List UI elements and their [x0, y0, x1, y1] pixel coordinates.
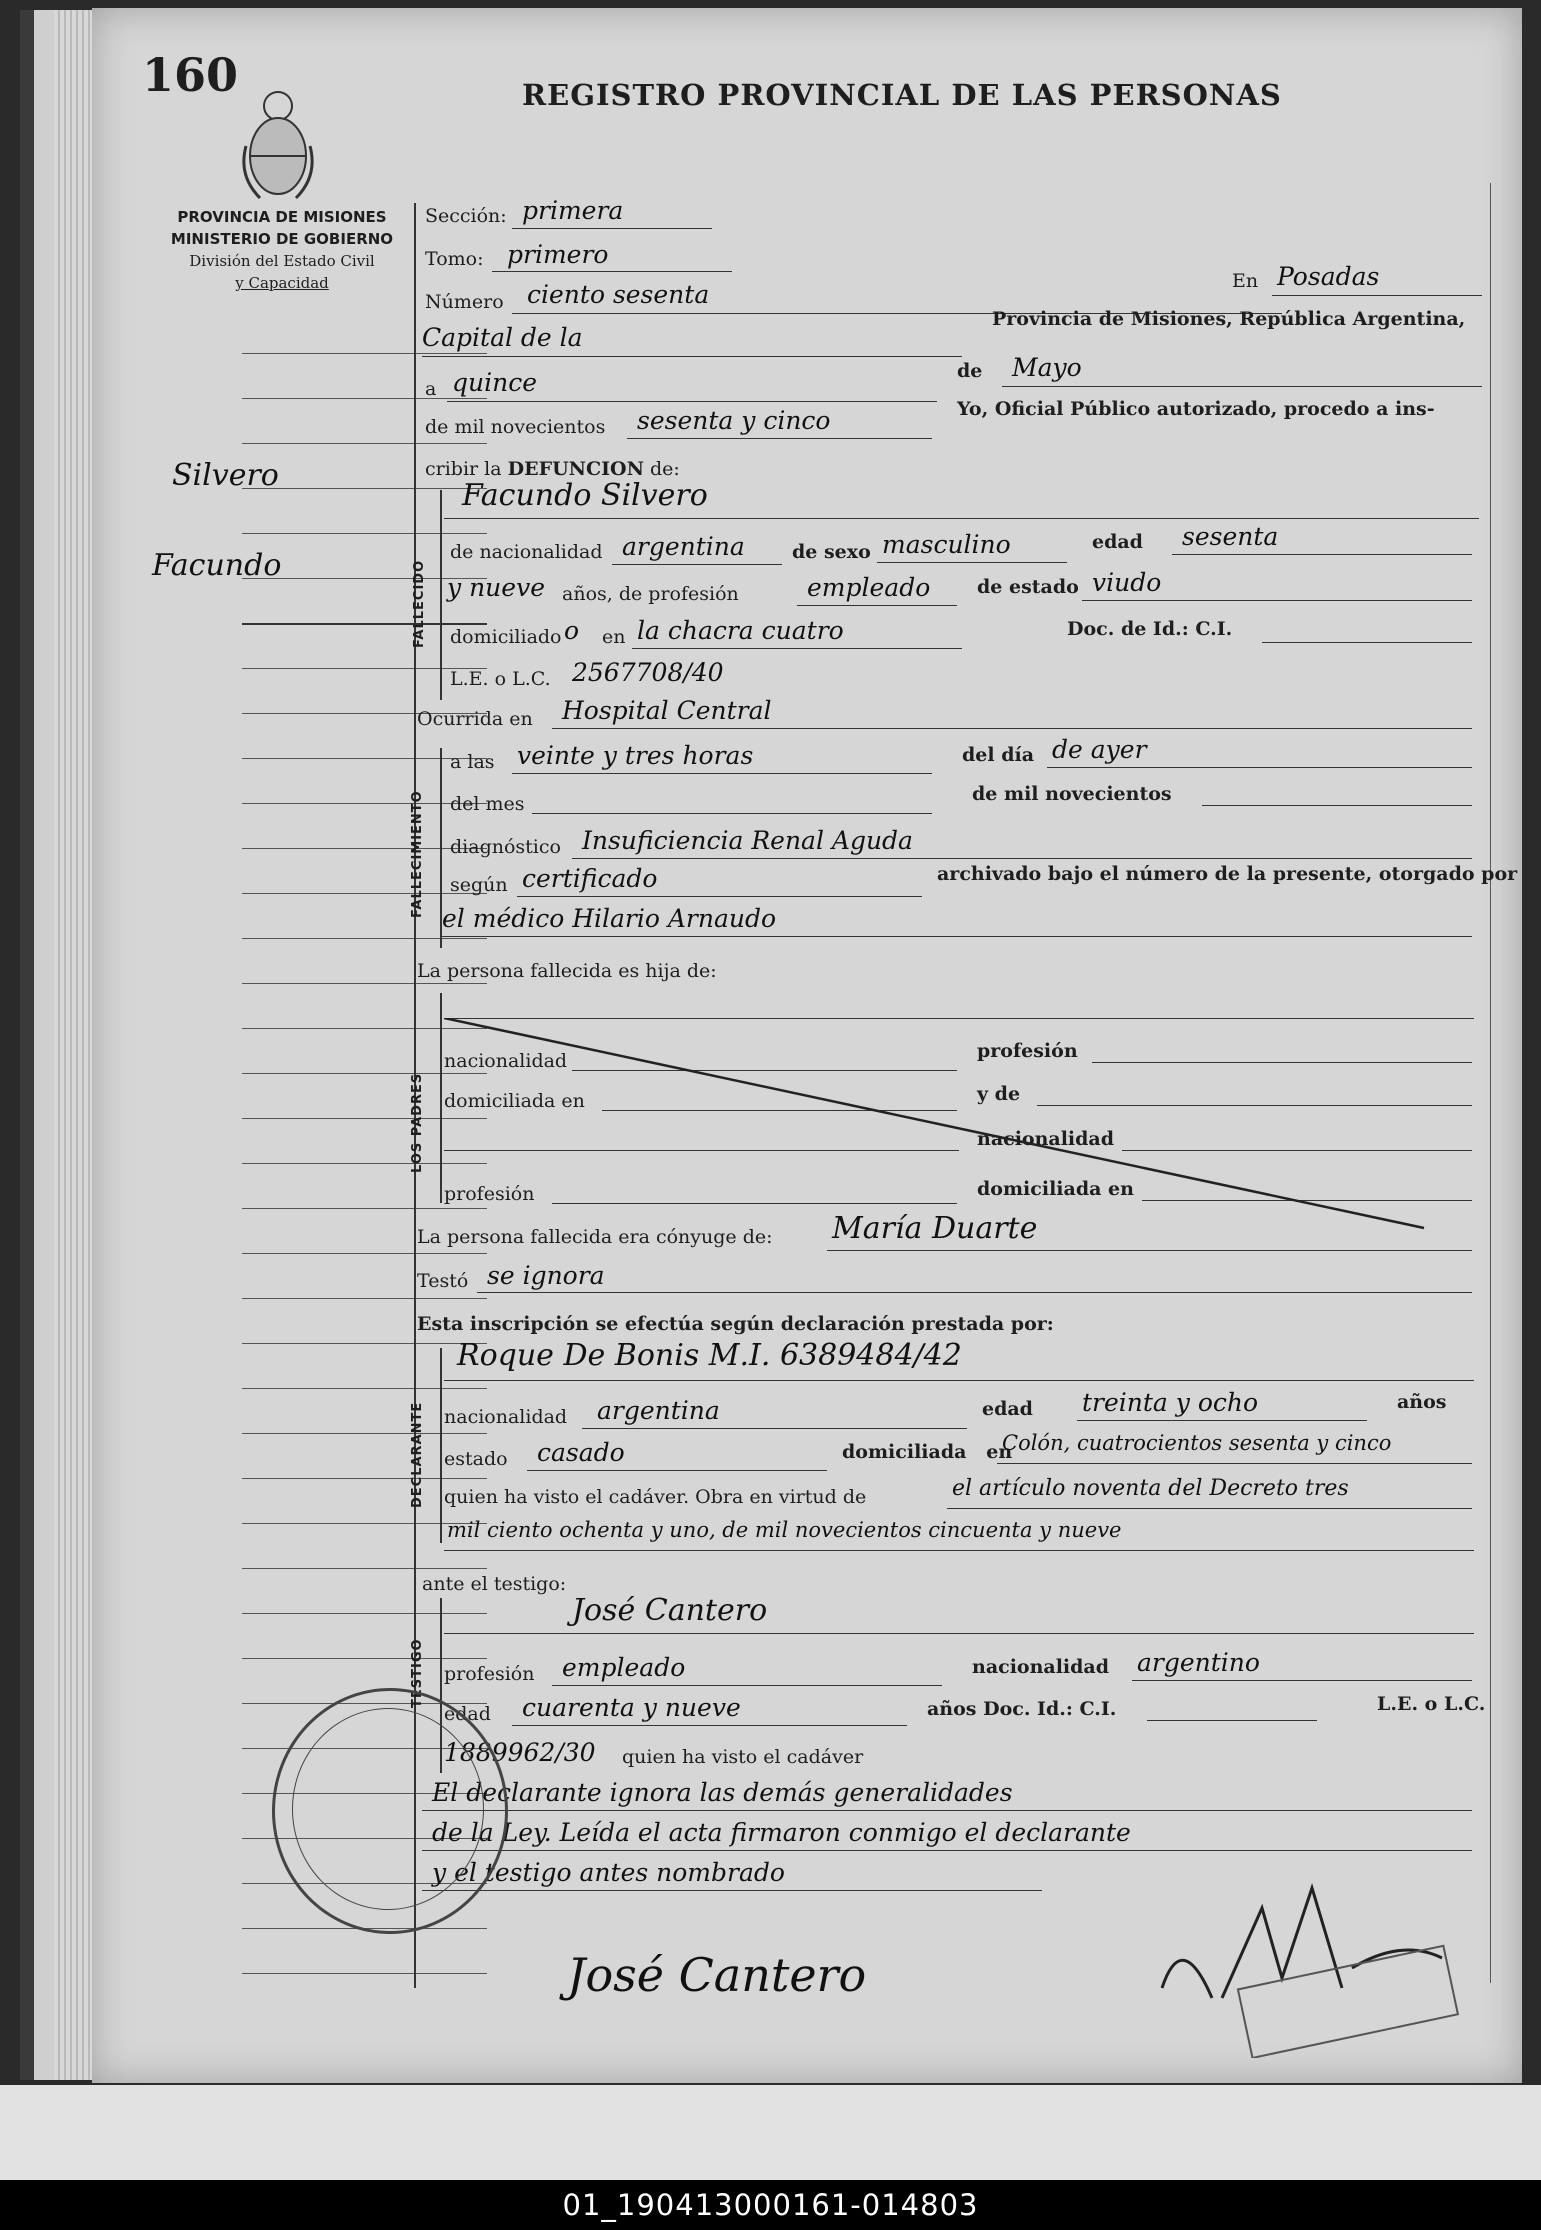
fallecido-side-label: FALLECIDO: [412, 559, 427, 648]
cribir-label: cribir la DEFUNCION de:: [425, 458, 680, 480]
page-number: 160: [142, 48, 239, 102]
domicilio-label: domiciliado: [450, 626, 562, 648]
nacionalidad-label: de nacionalidad: [450, 541, 603, 563]
mes-value: Mayo: [1012, 353, 1082, 382]
archivado-label: archivado bajo el número de la presente, otorgado por: [937, 863, 1518, 885]
edad-value: sesenta: [1182, 522, 1279, 551]
testigo-side-label: TESTIGO: [410, 1638, 425, 1708]
ministry-line: MINISTERIO DE GOBIERNO: [170, 230, 394, 248]
main-right-border: [1490, 183, 1491, 1983]
madre-nacionalidad-label: nacionalidad: [977, 1128, 1115, 1150]
medico-value: el médico Hilario Arnaudo: [442, 904, 777, 933]
nacionalidad-value: argentina: [622, 532, 745, 561]
decl-domicilio-value: Colón, cuatrocientos sesenta y cinco: [1002, 1431, 1392, 1455]
yo-oficial-label: Yo, Oficial Público autorizado, procedo a ins-: [957, 398, 1435, 420]
ocurrida-value: Hospital Central: [562, 696, 772, 725]
declarante-name: Roque De Bonis M.I. 6389484/42: [457, 1338, 962, 1373]
en-domicilio-label: en: [602, 626, 626, 648]
observacion-1: El declarante ignora las demás generalidades: [432, 1778, 1013, 1807]
testo-label: Testó: [417, 1270, 469, 1292]
hija-de-label: La persona fallecida es hija de:: [417, 960, 717, 982]
de-label: de: [957, 360, 983, 382]
testigo-name: José Cantero: [572, 1593, 768, 1628]
decl-edad-value: treinta y ocho: [1082, 1388, 1259, 1417]
tomo-value: primero: [507, 240, 609, 269]
de-mil-label: de mil novecientos: [425, 416, 606, 438]
doc-id-label: Doc. de Id.: C.I.: [1067, 618, 1233, 640]
province-block: [157, 206, 407, 294]
sexo-label: de sexo: [792, 541, 871, 563]
segun-value: certificado: [522, 864, 658, 893]
sexo-value: masculino: [882, 530, 1011, 559]
padre-nacionalidad-label: nacionalidad: [444, 1050, 568, 1072]
division-line: División del Estado Civil: [189, 252, 375, 270]
domicilio-value: la chacra cuatro: [637, 616, 844, 645]
observacion-3: y el testigo antes nombrado: [432, 1858, 785, 1887]
a-las-label: a las: [450, 751, 495, 773]
coat-of-arms-icon: [240, 86, 316, 204]
decl-estado-label: estado: [444, 1448, 508, 1470]
profesion-value: empleado: [807, 573, 931, 602]
declarante-bracket: [440, 1348, 442, 1543]
numero-label: Número: [425, 291, 504, 313]
test-le-lc-label: L.E. o L.C.: [1377, 1693, 1486, 1715]
edad-label: edad: [1092, 531, 1143, 553]
dia-fallecimiento-value: de ayer: [1052, 735, 1147, 764]
edad-value-cont: y nueve: [447, 573, 545, 602]
capital-value: Capital de la: [422, 323, 583, 352]
dia-value: quince: [452, 368, 537, 397]
decl-estado-value: casado: [537, 1438, 625, 1467]
diagnostico-value: Insuficiencia Renal Aguda: [582, 826, 913, 855]
decl-nacionalidad-label: nacionalidad: [444, 1406, 568, 1428]
test-edad-label: edad: [444, 1703, 491, 1725]
en-value: Posadas: [1277, 262, 1380, 291]
anio-value: sesenta y cinco: [637, 406, 831, 435]
tomo-label: Tomo:: [425, 248, 484, 270]
ante-testigo-label: ante el testigo:: [422, 1573, 567, 1595]
conyuge-value: María Duarte: [832, 1211, 1038, 1246]
madre-profesion-label: profesión: [444, 1183, 535, 1205]
y-de-label: y de: [977, 1083, 1021, 1105]
conyuge-label: La persona fallecida era cónyuge de:: [417, 1226, 773, 1248]
ocurrida-label: Ocurrida en: [417, 708, 533, 730]
officer-signature-icon: [1142, 1848, 1462, 2058]
image-caption: 01_190413000161-014803: [0, 2180, 1541, 2230]
estado-label: de estado: [977, 576, 1079, 598]
padres-side-label: LOS PADRES: [410, 1072, 425, 1173]
testo-value: se ignora: [487, 1261, 605, 1290]
declarante-side-label: DECLARANTE: [410, 1401, 425, 1508]
margin-name: Facundo: [152, 548, 282, 583]
decl-anos-label: años: [1397, 1391, 1447, 1413]
madre-domicilio-label: domiciliada en: [977, 1178, 1134, 1200]
margin-surname: Silvero: [172, 458, 279, 493]
padre-profesion-label: profesión: [977, 1040, 1078, 1062]
test-edad-value: cuarenta y nueve: [522, 1693, 741, 1722]
province-line: PROVINCIA DE MISIONES: [177, 208, 387, 226]
test-profesion-value: empleado: [562, 1653, 686, 1682]
estado-value: viudo: [1092, 568, 1162, 597]
a-label: a: [425, 378, 437, 400]
obra-value-1: el artículo noventa del Decreto tres: [952, 1476, 1349, 1501]
quien-visto2-label: quien ha visto el cadáver: [622, 1746, 864, 1768]
hora-value: veinte y tres horas: [517, 741, 754, 770]
witness-signature: José Cantero: [567, 1948, 867, 2002]
observacion-2: de la Ley. Leída el acta firmaron conmigo el declarante: [432, 1818, 1131, 1847]
padre-domicilio-label: domiciliada en: [444, 1090, 585, 1112]
domicilio-o: o: [564, 616, 580, 645]
page-bottom-area: [0, 2085, 1541, 2180]
test-nacionalidad-label: nacionalidad: [972, 1656, 1110, 1678]
anos-profesion-label: años, de profesión: [562, 583, 739, 605]
de-mil-nov-label: de mil novecientos: [972, 783, 1172, 805]
register-title: REGISTRO PROVINCIAL DE LAS PERSONAS: [522, 78, 1282, 112]
en-label: En: [1232, 270, 1259, 292]
deceased-name: Facundo Silvero: [462, 478, 708, 513]
test-nacionalidad-value: argentino: [1137, 1648, 1260, 1677]
fallecimiento-side-label: FALLECIMIENTO: [410, 790, 425, 918]
decl-edad-label: edad: [982, 1398, 1033, 1420]
segun-label: según: [450, 874, 508, 896]
seccion-label: Sección:: [425, 205, 507, 227]
inscripcion-label: Esta inscripción se efectúa según declaración prestada por:: [417, 1313, 1054, 1335]
del-mes-label: del mes: [450, 793, 525, 815]
decl-nacionalidad-value: argentina: [597, 1396, 720, 1425]
obra-value-2: mil ciento ochenta y uno, de mil novecientos cincuenta y nueve: [447, 1518, 1122, 1542]
del-dia-label: del día: [962, 744, 1035, 766]
quien-visto-label: quien ha visto el cadáver. Obra en virtud de: [444, 1486, 867, 1508]
test-profesion-label: profesión: [444, 1663, 535, 1685]
le-lc-label: L.E. o L.C.: [450, 668, 551, 690]
official-stamp-inner-icon: [292, 1708, 484, 1910]
numero-value: ciento sesenta: [527, 280, 710, 309]
test-le-value: 1889962/30: [444, 1738, 596, 1767]
decl-domiciliada-label: domiciliada en: [842, 1441, 1013, 1463]
fallecido-bracket: [440, 490, 442, 700]
diagnostico-label: diagnóstico: [450, 836, 561, 858]
le-lc-value: 2567708/40: [572, 658, 724, 687]
register-page: [92, 8, 1522, 2083]
cancel-strike-line: [444, 1018, 1444, 1238]
padres-bracket: [440, 993, 442, 1203]
provincia-label: Provincia de Misiones, República Argentina,: [992, 308, 1466, 330]
seccion-value: primera: [522, 196, 624, 225]
test-doc-label: años Doc. Id.: C.I.: [927, 1698, 1117, 1720]
capacity-line: y Capacidad: [235, 274, 329, 292]
